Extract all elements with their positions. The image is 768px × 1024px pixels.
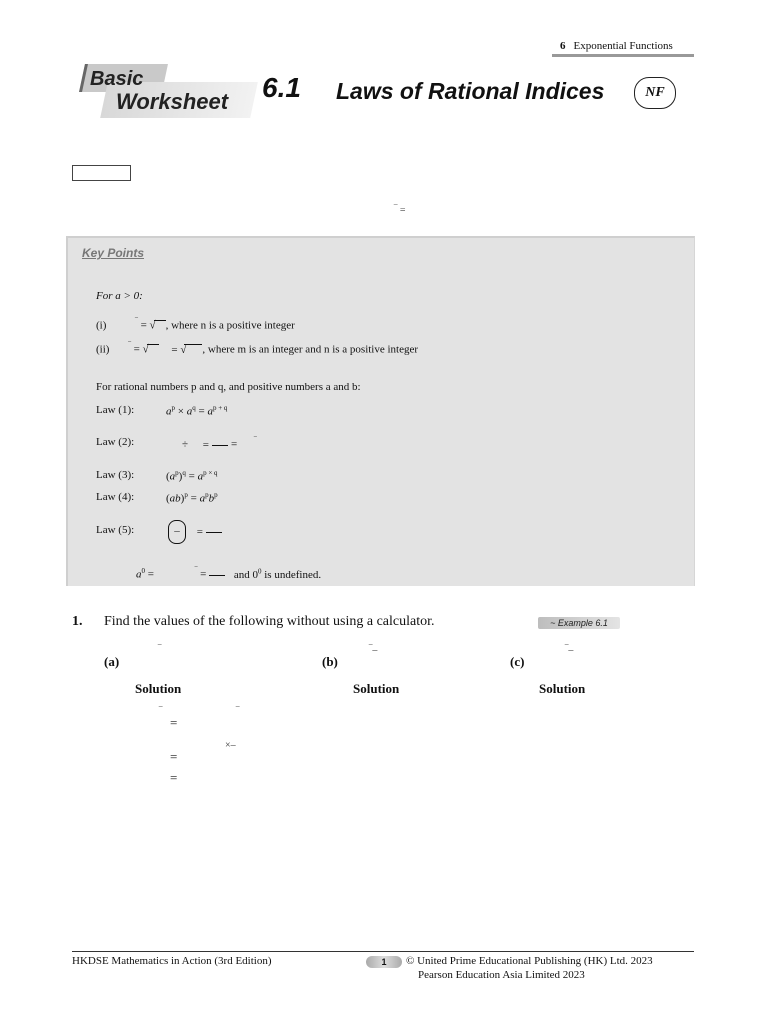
key-points-intro: For a > 0: bbox=[96, 290, 143, 302]
example-tag: ~ Example 6.1 bbox=[538, 617, 620, 629]
footer-copyright-1: © United Prime Educational Publishing (HK) Ltd. 2023 bbox=[406, 955, 653, 967]
solution-mark-3: ×– bbox=[225, 740, 236, 751]
footer-book-title: HKDSE Mathematics in Action (3rd Edition) bbox=[72, 955, 272, 967]
stray-marks: ‾ = bbox=[394, 205, 406, 216]
zero-index-line: $a^0 = ^‾$ = and $0^0$ is undefined. bbox=[136, 566, 322, 581]
nf-badge: NF bbox=[634, 77, 676, 109]
part-c-solution-label: Solution bbox=[539, 681, 586, 696]
part-b-solution-label: Solution bbox=[353, 681, 400, 696]
law-4-expr: $(ab)^p = a^pb^p$ bbox=[166, 491, 218, 505]
law-5-expr: – = bbox=[168, 520, 222, 544]
key-point-ii-text: , where m is an integer and n is a positive integer bbox=[202, 343, 419, 356]
key-point-ii-label: (ii) bbox=[96, 343, 110, 356]
section-title: Laws of Rational Indices bbox=[336, 78, 605, 104]
law-3-expr: $(a^p)^q = a^{p \times q}$ bbox=[166, 469, 218, 483]
page-number: 1 bbox=[366, 956, 402, 968]
key-point-i-label: (i) bbox=[96, 319, 107, 332]
law-2-label: Law (2): bbox=[96, 436, 135, 448]
name-box bbox=[72, 165, 131, 181]
part-c-label: (c) bbox=[510, 654, 525, 669]
section-number: 6.1 bbox=[262, 72, 301, 103]
key-points-box bbox=[66, 236, 695, 586]
part-a-mark: ‾ bbox=[158, 645, 162, 656]
worksheet-banner bbox=[76, 60, 252, 120]
solution-equals-2: = bbox=[170, 749, 178, 764]
footer-copyright-2: Pearson Education Asia Limited 2023 bbox=[418, 969, 585, 981]
chapter-title: Exponential Functions bbox=[573, 40, 673, 52]
footer-rule bbox=[72, 951, 694, 952]
law-1-label: Law (1): bbox=[96, 404, 135, 416]
header-rule bbox=[552, 54, 694, 57]
solution-equals-1: = bbox=[170, 715, 178, 730]
part-a-label: (a) bbox=[104, 654, 120, 669]
part-b-label: (b) bbox=[322, 654, 338, 669]
key-point-i: (i) ‾ = √ , where n is a positive integer bbox=[96, 317, 295, 332]
solution-mark-1: ‾ bbox=[159, 707, 163, 718]
laws-intro: For rational numbers p and q, and positive numbers a and b: bbox=[96, 381, 361, 393]
law-4-label: Law (4): bbox=[96, 491, 135, 503]
question-number: 1. bbox=[72, 614, 83, 629]
part-b-mark: ‾– bbox=[369, 645, 378, 656]
chapter-number: 6 bbox=[560, 40, 566, 52]
banner-line2: Worksheet bbox=[116, 89, 229, 114]
key-point-i-text: , where n is a positive integer bbox=[165, 319, 295, 332]
part-c-mark: ‾– bbox=[565, 645, 574, 656]
solution-equals-3: = bbox=[170, 770, 178, 785]
law-3-label: Law (3): bbox=[96, 469, 135, 481]
law-2-expr: ÷ = = ‾ bbox=[182, 436, 257, 451]
law-1-expr: $a^p \times a^q = a^{p + q}$ bbox=[166, 404, 228, 418]
part-a-solution-label: Solution bbox=[135, 681, 182, 696]
question-text: Find the values of the following without using a calculator. bbox=[104, 614, 435, 629]
law-5-label: Law (5): bbox=[96, 524, 135, 536]
banner-line1: Basic bbox=[90, 68, 144, 90]
solution-mark-2: ‾ bbox=[236, 707, 240, 718]
key-point-ii: (ii) ‾ = √ = √ , where m is an integer and n is a positive integer bbox=[96, 341, 419, 356]
key-points-title: Key Points bbox=[82, 246, 145, 260]
chapter-header bbox=[560, 40, 694, 52]
